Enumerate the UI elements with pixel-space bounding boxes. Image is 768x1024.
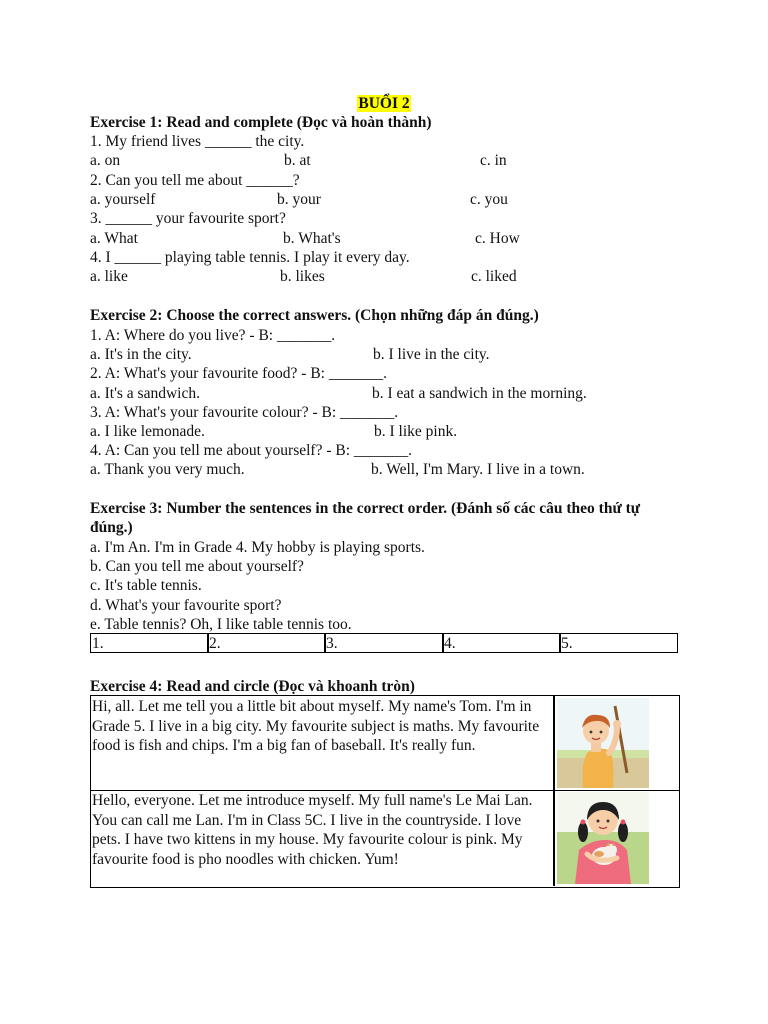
lesson-heading: BUỔI 2: [358, 95, 410, 112]
ex2-q4-option-a: a. Thank you very much.: [90, 461, 245, 478]
ex2-q4-option-b: b. Well, I'm Mary. I live in a town.: [371, 461, 585, 478]
answer-cell-3[interactable]: 3.: [326, 635, 338, 652]
ex2-question-2: 2. A: What's your favourite food? - B: _______.: [90, 365, 387, 382]
ex2-q2-option-a: a. It's a sandwich.: [90, 385, 200, 402]
passage-tom: Hi, all. Let me tell you a little bit about myself. My name's Tom. I'm in Grade 5. I live in a big city. My favourite subject is maths. My favourite food is fish and chips. I'm a big fan of baseball. It's really fun.: [92, 698, 540, 754]
ex3-sentence-b: b. Can you tell me about yourself?: [90, 558, 304, 575]
column-divider: [553, 790, 555, 886]
ex1-q2-option-a: a. yourself: [90, 191, 156, 208]
answer-cell-1[interactable]: 1.: [92, 635, 104, 652]
ex2-q1-option-a: a. It's in the city.: [90, 346, 192, 363]
exercise-1-title: Exercise 1: Read and complete (Đọc và hoàn thành): [90, 114, 432, 131]
ex1-q1-option-c: c. in: [480, 152, 507, 169]
ex4-reading-table: [90, 695, 680, 888]
ex2-q1-option-b: b. I live in the city.: [373, 346, 490, 363]
ex2-q2-option-b: b. I eat a sandwich in the morning.: [372, 385, 587, 402]
boy-with-baseball-bat-illustration: [557, 698, 649, 793]
ex1-question-1: 1. My friend lives ______ the city.: [90, 133, 305, 150]
ex3-sentence-d: d. What's your favourite sport?: [90, 597, 282, 614]
exercise-2-title: Exercise 2: Choose the correct answers. (Chọn những đáp án đúng.): [90, 307, 539, 324]
passage-lan: Hello, everyone. Let me introduce myself. My full name's Le Mai Lan. You can call me Lan. I'm in Class 5C. I live in the countryside. I love pets. I have two kittens in my house. My favourite colour is pink. My favourite food is pho noodles with chicken. Yum!: [92, 792, 533, 868]
ex2-question-3: 3. A: What's your favourite colour? - B: _______.: [90, 404, 399, 421]
ex1-q4-option-b: b. likes: [280, 268, 325, 285]
ex1-q3-option-c: c. How: [475, 230, 520, 247]
ex1-q1-option-a: a. on: [90, 152, 121, 169]
ex1-q3-option-b: b. What's: [283, 230, 341, 247]
ex4-row-tom: [91, 696, 679, 791]
ex3-sentence-e: e. Table tennis? Oh, I like table tennis too.: [90, 616, 352, 633]
ex2-q3-option-a: a. I like lemonade.: [90, 423, 205, 440]
ex3-sentence-a: a. I'm An. I'm in Grade 4. My hobby is playing sports.: [90, 539, 425, 556]
ex1-q4-option-c: c. liked: [471, 268, 517, 285]
ex1-question-3: 3. ______ your favourite sport?: [90, 210, 286, 227]
column-divider: [553, 696, 555, 790]
answer-cell-2[interactable]: 2.: [209, 635, 221, 652]
ex3-answer-table: [90, 633, 678, 653]
ex1-q2-option-b: b. your: [277, 191, 321, 208]
ex1-q1-option-b: b. at: [284, 152, 311, 169]
ex2-q3-option-b: b. I like pink.: [374, 423, 458, 440]
girl-holding-kitten-illustration: [557, 792, 649, 889]
exercise-4-title: Exercise 4: Read and circle (Đọc và khoanh tròn): [90, 678, 415, 695]
ex3-sentence-c: c. It's table tennis.: [90, 577, 202, 594]
ex1-question-4: 4. I ______ playing table tennis. I play it every day.: [90, 249, 410, 266]
answer-cell-5[interactable]: 5.: [561, 635, 573, 652]
ex1-q3-option-a: a. What: [90, 230, 138, 247]
ex1-q4-option-a: a. like: [90, 268, 128, 285]
exercise-3-title: Exercise 3: Number the sentences in the correct order. (Đánh số các câu theo thứ tự: [90, 500, 641, 517]
ex1-q2-option-c: c. you: [470, 191, 508, 208]
ex1-question-2: 2. Can you tell me about ______?: [90, 172, 300, 189]
answer-cell-4[interactable]: 4.: [444, 635, 456, 652]
ex4-row-lan: [91, 790, 679, 886]
ex2-question-4: 4. A: Can you tell me about yourself? - B: _______.: [90, 442, 413, 459]
exercise-3-title-cont: đúng.): [90, 519, 133, 536]
ex2-question-1: 1. A: Where do you live? - B: _______.: [90, 327, 336, 344]
